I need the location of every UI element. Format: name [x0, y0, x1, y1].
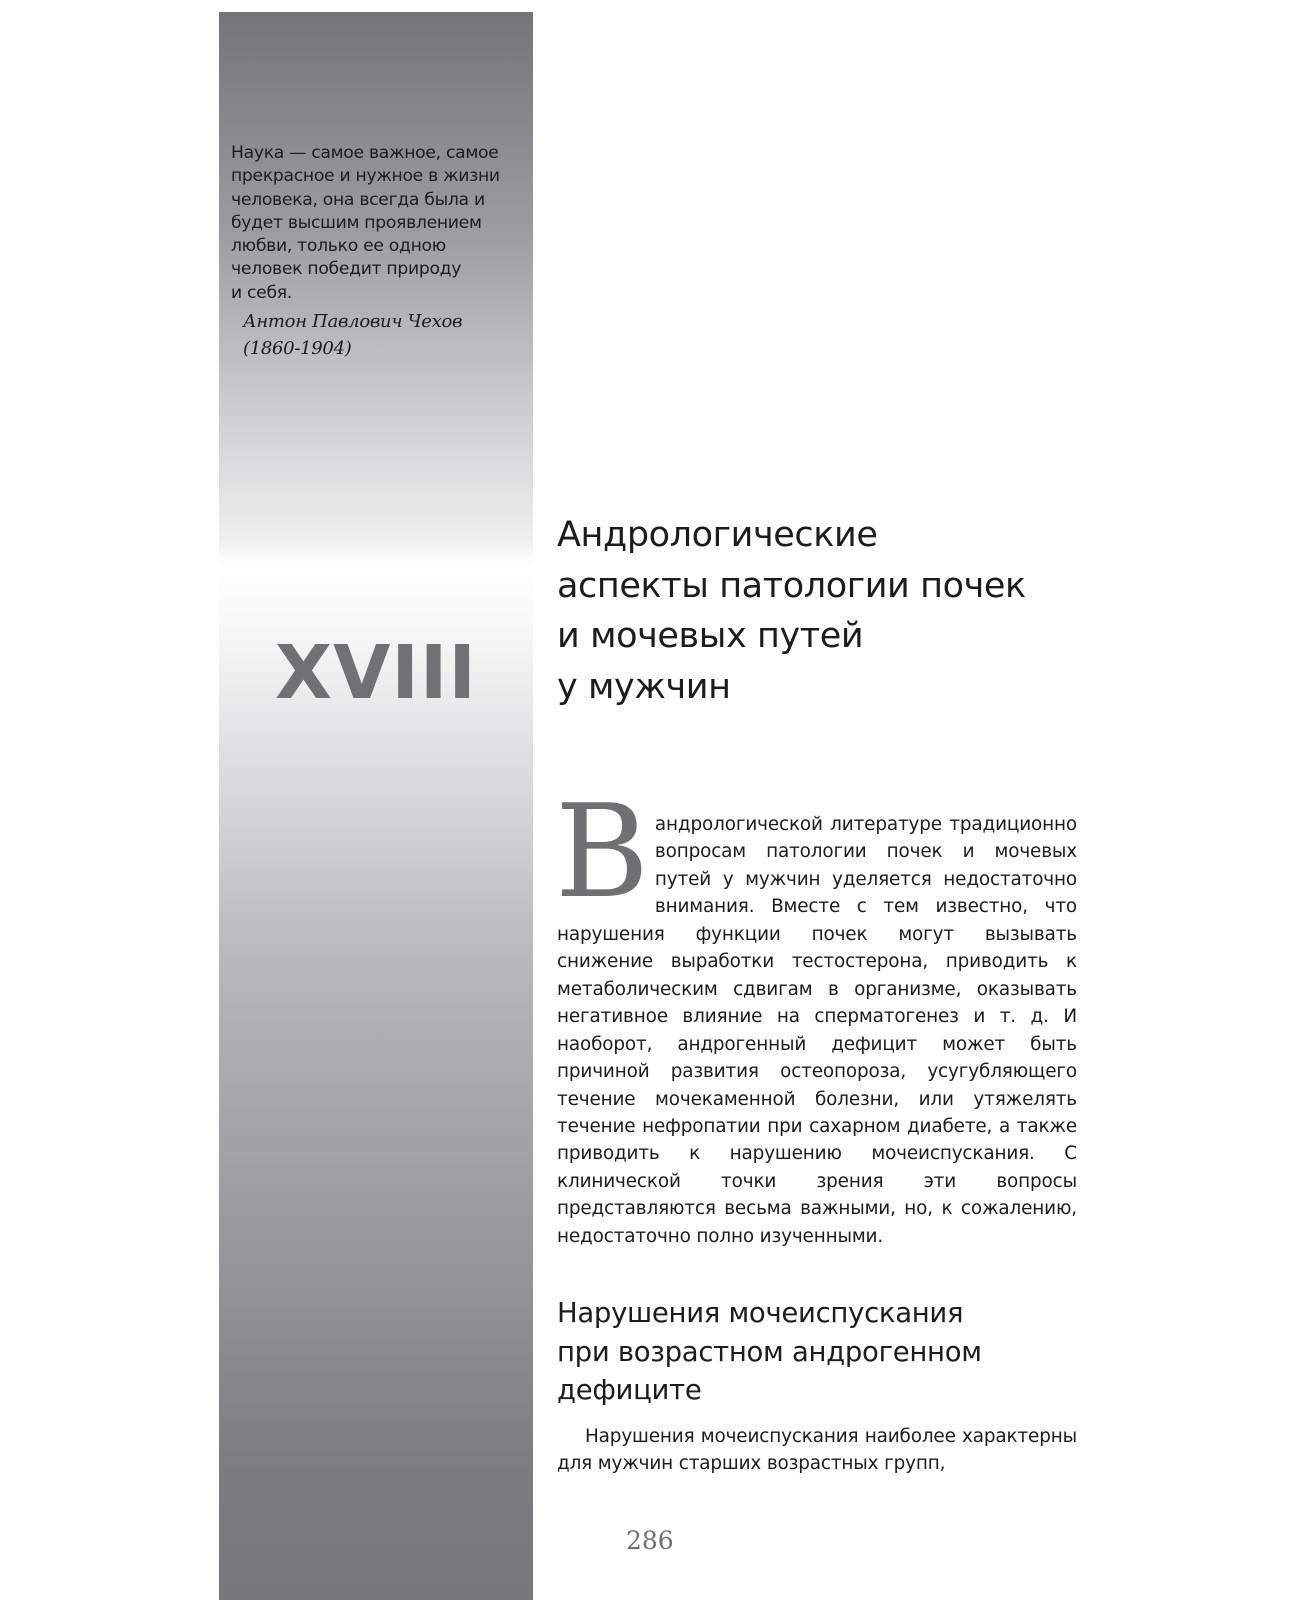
- chapter-title-line: Андрологические: [557, 515, 878, 555]
- epigraph-line: Наука — самое важное, самое: [231, 143, 499, 163]
- epigraph-author-years: (1860-1904): [243, 338, 352, 360]
- drop-cap: В: [555, 778, 649, 927]
- chapter-title-line: и мочевых путей: [557, 616, 864, 656]
- epigraph-line: человека, она всегда была и: [231, 189, 485, 210]
- section-heading-line: дефиците: [557, 1374, 702, 1406]
- chapter-title: [557, 510, 1077, 712]
- epigraph-line: и себя.: [231, 282, 292, 303]
- intro-text: андрологической литературе традиционно вопросам патологии почек и мочевых путей у мужчин уделяется недостаточно внимания. Вместе с тем известно, что нарушения функции почек могут вызывать снижение выработки тестостерона, приводить к метаболическим сдвигам в организме, оказывать негативное влияние на сперматогенез и т. д. И наоборот, андрогенный дефицит может быть причиной развития остеопороза, усугубляющего течение мочекаменной болезни, или утяжелять течение нефропатии при сахарном диабете, а также приводить к нарушению мочеиспускания. С клинической точки зрения эти вопросы представляются весьма важными, но, к сожалению, недостаточно полно изученными.: [557, 814, 1077, 1247]
- section-heading: [557, 1294, 1077, 1410]
- epigraph: [231, 142, 526, 362]
- page-number: 286: [626, 1526, 674, 1555]
- epigraph-line: любви, только ее одною: [231, 236, 446, 257]
- intro-paragraph: [555, 778, 1077, 1250]
- epigraph-line: прекрасное и нужное в жизни: [231, 166, 500, 187]
- chapter-sidebar: [219, 12, 533, 1600]
- epigraph-line: человек победит природу: [231, 259, 462, 280]
- section-paragraph: Нарушения мочеиспускания наиболее характерны для мужчин старших возрастных групп,: [557, 1426, 1077, 1475]
- epigraph-author-name: Антон Павлович Чехов: [243, 311, 463, 333]
- section-heading-line: Нарушения мочеиспускания: [557, 1297, 964, 1329]
- epigraph-line: будет высшим проявлением: [231, 212, 482, 233]
- section-heading-line: при возрастном андрогенном: [557, 1335, 982, 1368]
- chapter-title-line: аспекты патологии почек: [557, 565, 1026, 606]
- chapter-number: XVIII: [275, 630, 477, 716]
- chapter-title-line: у мужчин: [557, 666, 731, 707]
